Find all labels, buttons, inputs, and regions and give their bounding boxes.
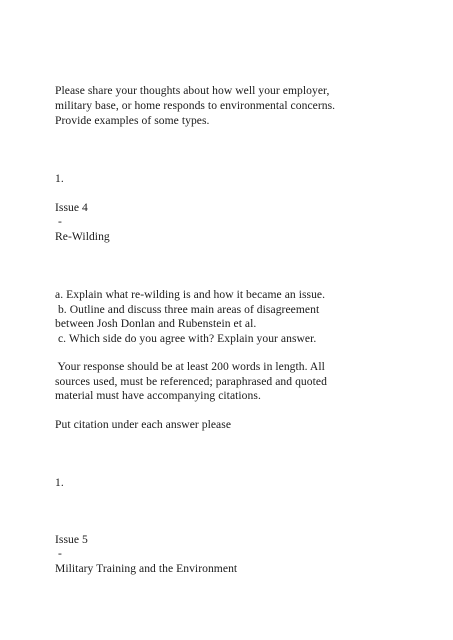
intro-text-line: military base, or home responds to environmental concerns. [55,99,336,112]
question-c: c. Which side do you agree with? Explain your answer. [55,332,317,345]
issue-5-subtitle: Military Training and the Environment [55,562,238,575]
list-number: 1. [55,476,64,489]
issue-5-dash: - [55,547,62,560]
requirements-line: sources used, must be referenced; paraphrased and quoted [55,375,327,388]
question-b-line: between Josh Donlan and Rubenstein et al. [55,317,257,330]
question-a: a. Explain what re-wilding is and how it became an issue. [55,288,326,301]
intro-text-line: Please share your thoughts about how well your employer, [55,84,330,97]
list-number: 1. [55,172,64,185]
intro-text-line: Provide examples of some types. [55,114,210,127]
requirements-line: material must have accompanying citations. [55,389,261,402]
issue-4-subtitle: Re-Wilding [55,230,110,243]
citation-note: Put citation under each answer please [55,418,232,431]
issue-4-title: Issue 4 [55,201,88,214]
issue-5-title: Issue 5 [55,533,88,546]
requirements-line: Your response should be at least 200 words in length. All [55,360,325,373]
issue-4-dash: - [55,215,62,228]
question-b-line: b. Outline and discuss three main areas of disagreement [55,303,320,316]
